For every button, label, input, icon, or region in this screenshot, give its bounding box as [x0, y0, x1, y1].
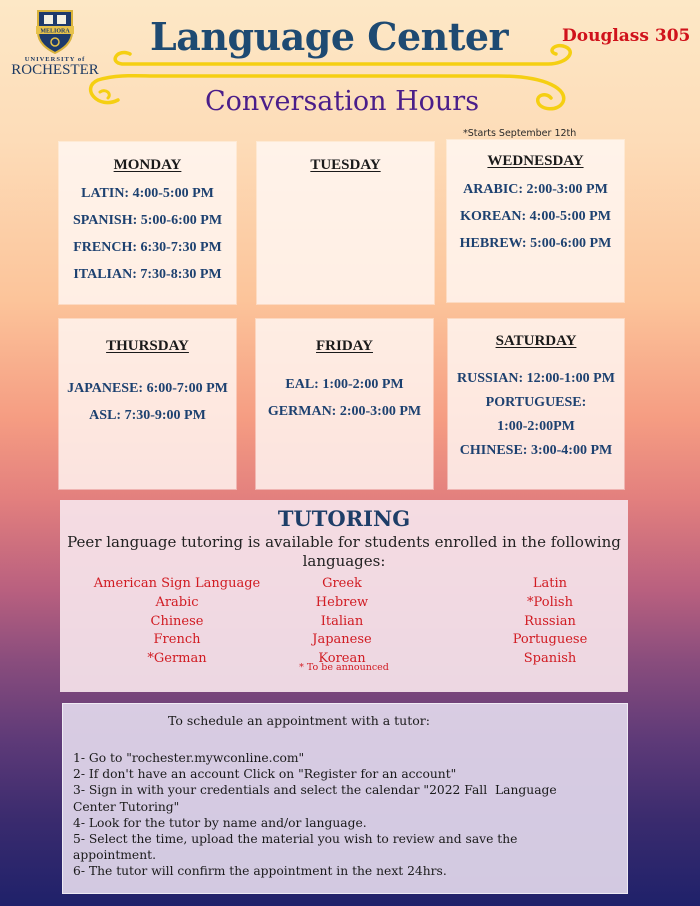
- step-line: 4- Look for the tutor by name and/or language.: [73, 815, 367, 830]
- day-heading: FRIDAY: [316, 338, 373, 354]
- language-item: Japanese: [312, 632, 372, 648]
- university-label-small: UNIVERSITY of: [24, 56, 86, 63]
- day-card-thursday: [59, 319, 236, 489]
- step-line: 3- Sign in with your credentials and select the calendar "2022 Fall Language: [73, 783, 557, 798]
- location-label: Douglass 305: [562, 26, 691, 46]
- university-label: ROCHESTER: [11, 62, 99, 78]
- appointment-steps: [73, 750, 627, 880]
- day-card-wednesday: [447, 140, 624, 302]
- slot: LATIN: 4:00-5:00 PM: [81, 186, 214, 201]
- language-item: Spanish: [523, 651, 577, 667]
- slot: FRENCH: 6:30-7:30 PM: [73, 240, 222, 255]
- slot: JAPANESE: 6:00-7:00 PM: [67, 381, 228, 396]
- language-item: Italian: [320, 613, 364, 629]
- language-item: Latin: [532, 576, 568, 591]
- slot: ARABIC: 2:00-3:00 PM: [463, 182, 608, 197]
- tutoring-description-line: languages:: [302, 552, 386, 570]
- language-item: Arabic: [155, 594, 199, 610]
- slot: ASL: 7:30-9:00 PM: [89, 408, 206, 423]
- slot: RUSSIAN: 12:00-1:00 PM: [457, 371, 615, 386]
- language-item: Hebrew: [315, 594, 369, 610]
- tutoring-description: [60, 533, 628, 571]
- slot: GERMAN: 2:00-3:00 PM: [267, 404, 422, 419]
- slot: SPANISH: 5:00-6:00 PM: [72, 213, 223, 228]
- slot: 1:00-2:00PM: [497, 419, 575, 434]
- day-card-monday: [59, 142, 236, 304]
- day-card-tuesday: [257, 142, 434, 304]
- slot: EAL: 1:00-2:00 PM: [285, 377, 404, 392]
- language-item: Portuguese: [512, 632, 588, 648]
- day-heading: MONDAY: [113, 157, 182, 173]
- language-column: [490, 575, 610, 669]
- page-title: Language Center: [150, 14, 509, 59]
- svg-text:MELIORA: MELIORA: [40, 28, 70, 35]
- step-line: Center Tutoring": [73, 799, 180, 814]
- language-item: Korean: [318, 651, 366, 667]
- day-card-saturday: [448, 319, 624, 489]
- language-item: American Sign Language: [93, 576, 261, 591]
- step-line: 5- Select the time, upload the material you wish to review and save the: [73, 832, 518, 847]
- to-be-announced-note: * To be announced: [299, 662, 389, 673]
- tutoring-section: [60, 500, 628, 692]
- day-heading: SATURDAY: [495, 333, 577, 349]
- slot: ITALIAN: 7:30-8:30 PM: [73, 267, 222, 282]
- slot: PORTUGUESE:: [485, 395, 587, 410]
- step-line: 6- The tutor will confirm the appointment in the next 24hrs.: [73, 864, 447, 879]
- appointment-instructions: [62, 703, 628, 894]
- slot: KOREAN: 4:00-5:00 PM: [460, 209, 611, 224]
- step-line: 1- Go to "rochester.mywconline.com": [73, 751, 305, 765]
- language-item: Chinese: [150, 613, 204, 629]
- day-heading: WEDNESDAY: [487, 153, 584, 169]
- slot: CHINESE: 3:00-4:00 PM: [459, 443, 613, 458]
- day-card-friday: [256, 319, 433, 489]
- step-line: 2- If don't have an account Click on "Register for an account": [73, 767, 457, 782]
- start-date-note: *Starts September 12th: [463, 128, 577, 139]
- day-heading: TUESDAY: [310, 157, 381, 173]
- tutoring-description-line: Peer language tutoring is available for students enrolled in the following: [67, 533, 621, 551]
- language-item: *German: [147, 651, 207, 667]
- language-item: French: [153, 632, 201, 648]
- step-line: appointment.: [73, 848, 156, 863]
- page-subtitle: Conversation Hours: [205, 86, 480, 117]
- shield-icon: [35, 8, 75, 54]
- slot: HEBREW: 5:00-6:00 PM: [459, 236, 612, 251]
- appointment-heading: To schedule an appointment with a tutor:: [168, 713, 430, 728]
- language-column: [282, 575, 402, 669]
- language-list: [60, 571, 628, 671]
- language-column: [74, 575, 280, 669]
- language-item: Russian: [524, 613, 576, 629]
- day-heading: THURSDAY: [106, 338, 189, 354]
- tutoring-title: TUTORING: [277, 506, 411, 531]
- language-item: *Polish: [527, 594, 573, 610]
- language-item: Greek: [322, 576, 362, 591]
